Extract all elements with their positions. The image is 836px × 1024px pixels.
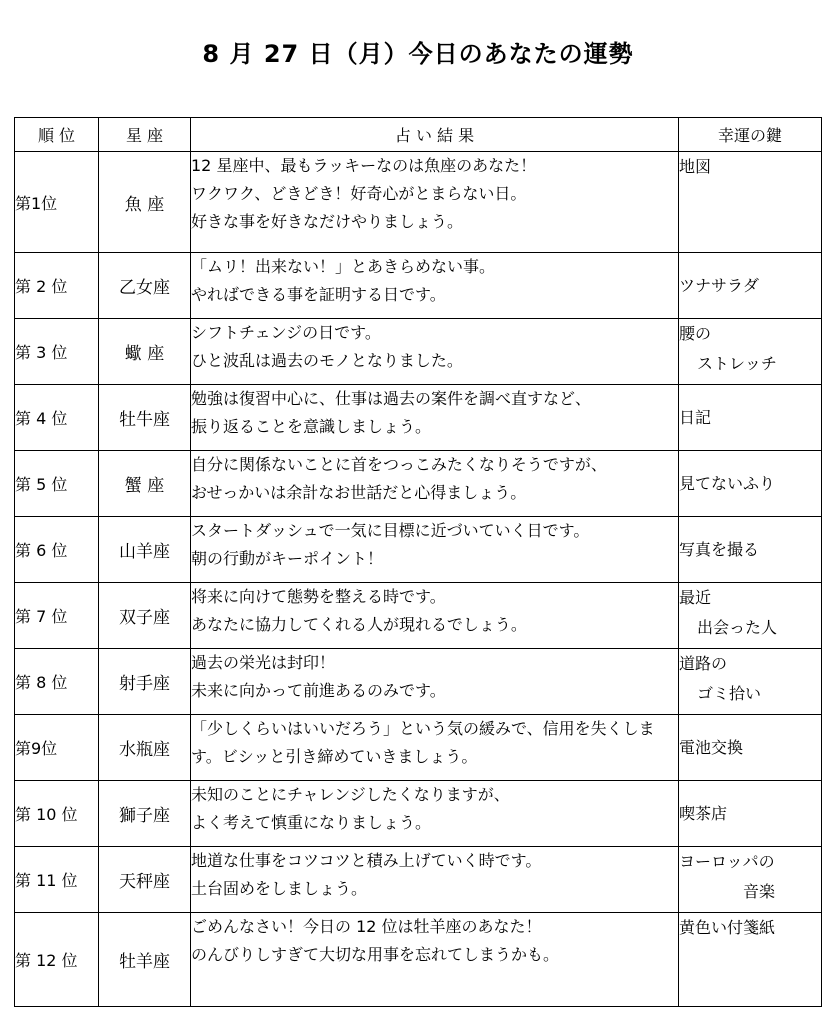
result-cell: [191, 715, 679, 781]
page-title: 8 月 27 日（月）今日のあなたの運勢: [202, 40, 634, 68]
sign-cell: 獅子座: [99, 781, 191, 847]
result-line: 土台固めをしましょう。: [191, 879, 368, 898]
key-cell: [679, 781, 822, 847]
result-line: ワクワク、どきどき！好奇心がとまらない日。: [191, 184, 527, 203]
table-row: [15, 152, 822, 253]
key-cell: [679, 847, 822, 913]
key-line: 道路の: [679, 654, 728, 673]
key-cell: [679, 319, 822, 385]
sign-cell: 双子座: [99, 583, 191, 649]
rank-cell: 第 5 位: [15, 451, 99, 517]
rank-cell: 第 11 位: [15, 847, 99, 913]
result-line: 地道な仕事をコツコツと積み上げていく時です。: [191, 851, 542, 870]
rank-cell: 第9位: [15, 715, 99, 781]
header-result: 占 い 結 果: [191, 118, 679, 152]
result-line: シフトチェンジの日です。: [191, 323, 381, 342]
result-line: 朝の行動がキーポイント！: [191, 549, 384, 568]
key-line: 日記: [679, 407, 712, 427]
result-cell: [191, 517, 679, 583]
key-line: ヨーロッパの: [679, 852, 775, 871]
key-cell: [679, 649, 822, 715]
sign-cell: 水瓶座: [99, 715, 191, 781]
result-line: 勉強は復習中心に、仕事は過去の案件を調べ直すなど、: [191, 389, 592, 408]
key-line: 写真を撮る: [679, 539, 760, 559]
sign-cell: 牡羊座: [99, 913, 191, 1007]
rank-cell: 第 6 位: [15, 517, 99, 583]
result-cell: [191, 583, 679, 649]
result-line: 12 星座中、最もラッキーなのは魚座のあなた！: [191, 156, 537, 175]
key-line: 出会った人: [697, 618, 778, 637]
sign-cell: 蠍 座: [99, 319, 191, 385]
sign-cell: 山羊座: [99, 517, 191, 583]
result-line: す。ビシッと引き締めていきましょう。: [191, 747, 478, 766]
result-cell: [191, 913, 679, 1007]
key-cell: [679, 451, 822, 517]
result-line: 将来に向けて態勢を整える時です。: [191, 587, 446, 606]
key-line: 最近: [679, 588, 712, 607]
key-line: 電池交換: [679, 737, 744, 757]
key-line: ゴミ拾い: [697, 684, 762, 703]
rank-cell: 第 4 位: [15, 385, 99, 451]
key-line: 見てないふり: [679, 473, 776, 493]
result-cell: [191, 152, 679, 253]
result-line: あなたに協力してくれる人が現れるでしょう。: [191, 615, 527, 634]
sign-cell: 乙女座: [99, 253, 191, 319]
table-row: [15, 583, 822, 649]
rank-cell: 第1位: [15, 152, 99, 253]
result-cell: [191, 451, 679, 517]
result-cell: [191, 385, 679, 451]
result-line: 過去の栄光は封印！: [191, 653, 336, 672]
result-line: 好きな事を好きなだけやりましょう。: [191, 212, 464, 231]
table-row: [15, 451, 822, 517]
result-line: おせっかいは余計なお世話だと心得ましょう。: [191, 483, 527, 502]
sign-cell: 牡牛座: [99, 385, 191, 451]
result-line: 未知のことにチャレンジしたくなりますが、: [191, 785, 510, 804]
rank-cell: 第 7 位: [15, 583, 99, 649]
result-line: 「少しくらいはいいだろう」という気の緩みで、信用を失くしま: [191, 719, 655, 738]
key-cell: [679, 253, 822, 319]
table-row: [15, 517, 822, 583]
header-key: 幸運の鍵: [679, 118, 822, 152]
result-line: やればできる事を証明する日です。: [191, 285, 446, 304]
header-sign: 星 座: [99, 118, 191, 152]
key-line: 喫茶店: [679, 803, 728, 823]
rank-cell: 第 3 位: [15, 319, 99, 385]
result-line: のんびりしすぎて大切な用事を忘れてしまうかも。: [191, 945, 560, 964]
key-line: ツナサラダ: [679, 275, 759, 295]
key-cell: [679, 913, 822, 1007]
result-line: よく考えて慎重になりましょう。: [191, 813, 432, 832]
result-cell: [191, 847, 679, 913]
rank-cell: 第 12 位: [15, 913, 99, 1007]
table-row: [15, 649, 822, 715]
key-line: 音楽: [743, 882, 776, 901]
table-row: [15, 253, 822, 319]
result-line: 「ムリ！出来ない！」とあきらめない事。: [191, 257, 496, 276]
sign-cell: 天秤座: [99, 847, 191, 913]
key-cell: [679, 715, 822, 781]
result-line: スタートダッシュで一気に目標に近づいていく日です。: [191, 521, 590, 540]
header-row: [15, 118, 822, 152]
rank-cell: 第 8 位: [15, 649, 99, 715]
sign-cell: 蟹 座: [99, 451, 191, 517]
result-line: 自分に関係ないことに首をつっこみたくなりそうですが、: [191, 455, 607, 474]
key-cell: [679, 517, 822, 583]
result-cell: [191, 253, 679, 319]
table-row: [15, 319, 822, 385]
result-line: 振り返ることを意識しましょう。: [191, 417, 432, 436]
key-line: 腰の: [679, 324, 712, 343]
table-row: [15, 847, 822, 913]
table-row: [15, 385, 822, 451]
result-line: 未来に向かって前進あるのみです。: [191, 681, 446, 700]
key-cell: [679, 152, 822, 253]
key-cell: [679, 583, 822, 649]
key-line: ストレッチ: [697, 354, 777, 373]
key-cell: [679, 385, 822, 451]
result-line: ひと波乱は過去のモノとなりました。: [191, 351, 463, 370]
sign-cell: 射手座: [99, 649, 191, 715]
header-rank: 順 位: [15, 118, 99, 152]
result-line: ごめんなさい！今日の 12 位は牡羊座のあなた！: [191, 917, 542, 936]
fortune-table: [14, 117, 822, 1007]
rank-cell: 第 10 位: [15, 781, 99, 847]
result-cell: [191, 319, 679, 385]
rank-cell: 第 2 位: [15, 253, 99, 319]
key-line: 地図: [679, 157, 712, 176]
table-row: [15, 781, 822, 847]
table-row: [15, 913, 822, 1007]
result-cell: [191, 649, 679, 715]
result-cell: [191, 781, 679, 847]
key-line: 黄色い付箋紙: [679, 918, 776, 937]
sign-cell: 魚 座: [99, 152, 191, 253]
table-row: [15, 715, 822, 781]
